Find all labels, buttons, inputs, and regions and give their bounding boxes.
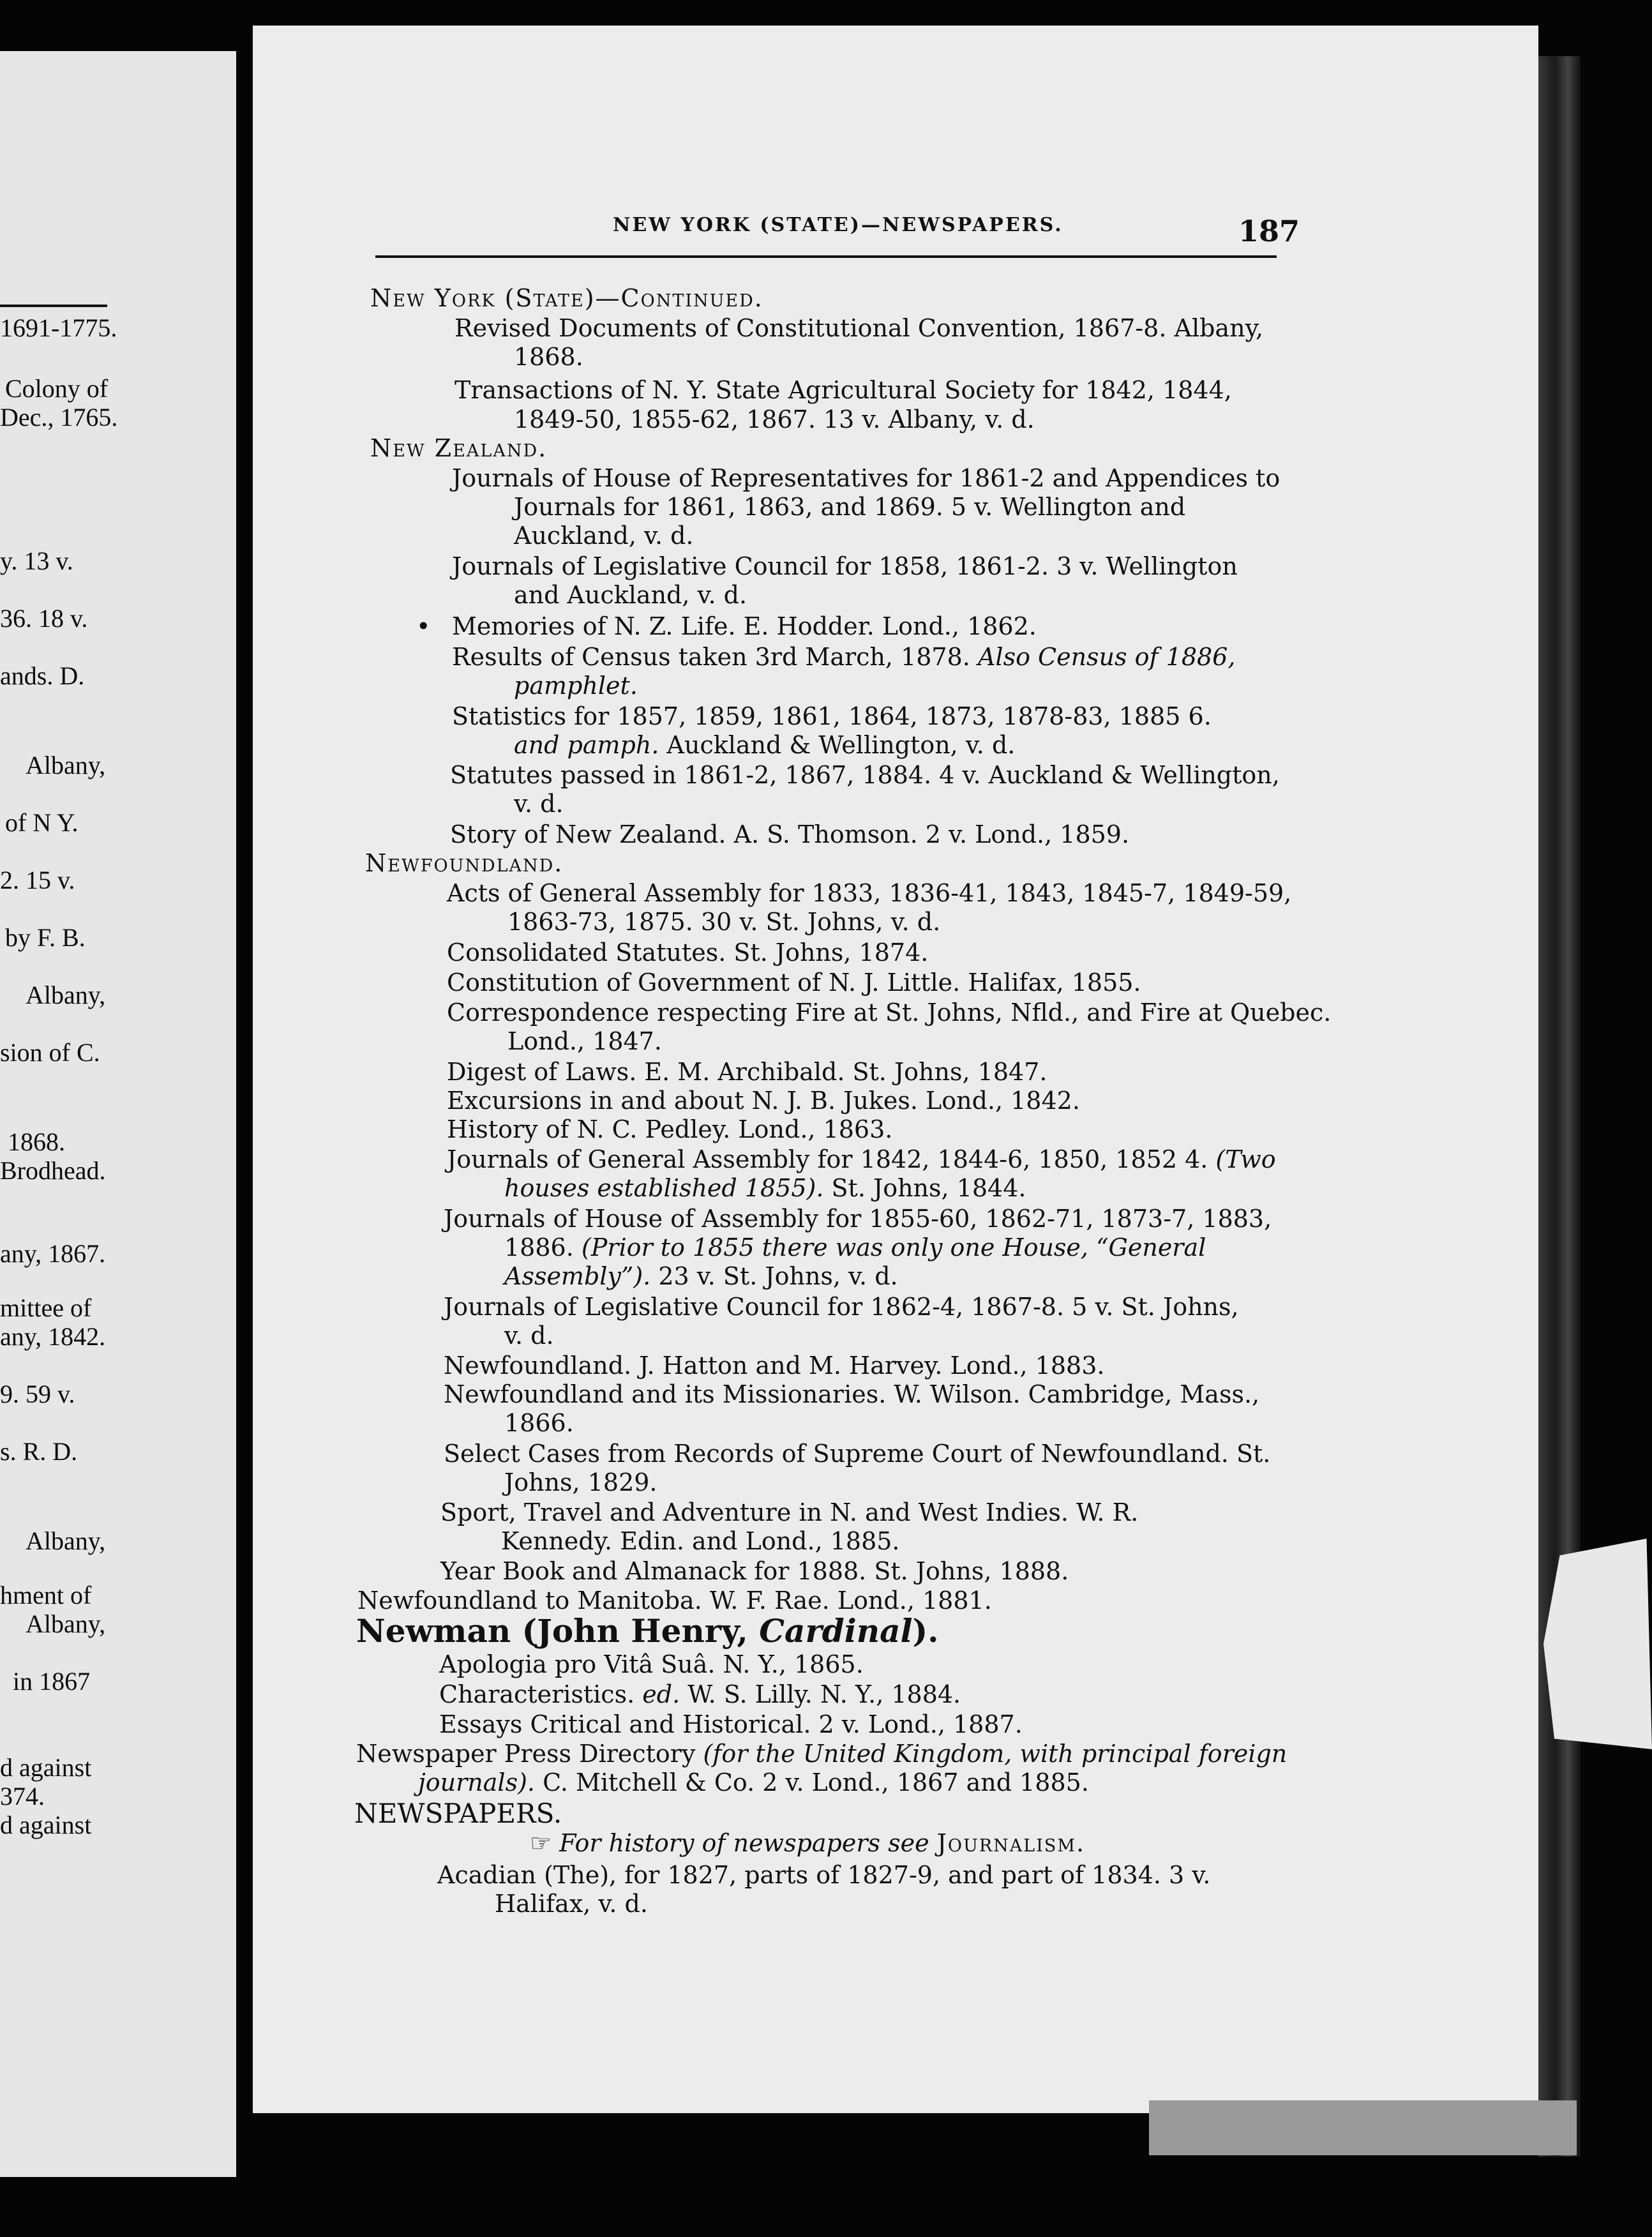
entry-text: St. Johns, 1844. xyxy=(831,1174,1026,1202)
left-page-line: d against xyxy=(0,1753,92,1782)
entry-line: Revised Documents of Constitutional Convention, 1867-8. Albany, xyxy=(454,314,1264,342)
left-page-line: Dec., 1765. xyxy=(0,403,118,432)
entry-text: Newspaper Press Directory xyxy=(356,1740,696,1768)
entry-line xyxy=(452,645,1235,669)
left-page-line: 2. 15 v. xyxy=(0,866,75,894)
section-heading-newspapers: NEWSPAPERS. xyxy=(354,1798,562,1829)
book-bottom-edge xyxy=(1149,2100,1577,2155)
entry-text: Journals of General Assembly for 1842, 1844-6, 1850, 1852 4. xyxy=(447,1145,1208,1173)
entry-note: journals). xyxy=(418,1768,535,1796)
left-page-rule xyxy=(0,305,107,307)
left-page-line: Albany, xyxy=(26,751,106,780)
left-page-line: of N Y. xyxy=(5,808,79,837)
left-page-line: Brodhead. xyxy=(0,1156,106,1185)
entry-line xyxy=(504,1264,898,1288)
entry-line: Lond., 1847. xyxy=(507,1027,662,1055)
entry-line xyxy=(356,1742,1287,1766)
left-page-line: any, 1867. xyxy=(0,1239,106,1268)
left-page-line: sion of C. xyxy=(0,1038,100,1067)
entry-line: Statistics for 1857, 1859, 1861, 1864, 1873, 1878-83, 1885 6. xyxy=(452,702,1212,730)
entry-line: Digest of Laws. E. M. Archibald. St. Johns, 1847. xyxy=(447,1058,1048,1086)
entry-note: (for the United Kingdom, with principal foreign xyxy=(703,1740,1288,1768)
left-page-line: hment of xyxy=(0,1581,92,1609)
entry-line: v. d. xyxy=(514,790,564,818)
entry-line: Sport, Travel and Adventure in N. and West Indies. W. R. xyxy=(440,1498,1139,1526)
header-rule xyxy=(375,255,1277,258)
entry-line: 1866. xyxy=(504,1409,574,1437)
author-close: ). xyxy=(912,1612,939,1650)
entry-line: Memories of N. Z. Life. E. Hodder. Lond., 1862. xyxy=(452,612,1037,640)
entry-line: Newfoundland to Manitoba. W. F. Rae. Lond., 1881. xyxy=(357,1586,992,1615)
entry-line: Kennedy. Edin. and Lond., 1885. xyxy=(501,1527,900,1555)
entry-line: Newfoundland. J. Hatton and M. Harvey. Lond., 1883. xyxy=(444,1352,1105,1380)
left-page-line: ands. D. xyxy=(0,661,85,690)
entry-line: Journals of House of Representatives for 1861-2 and Appendices to xyxy=(452,464,1280,492)
entry-line: Select Cases from Records of Supreme Court of Newfoundland. St. xyxy=(444,1440,1271,1468)
entry-line xyxy=(439,1682,961,1706)
entry-line: 1863-73, 1875. 30 v. St. Johns, v. d. xyxy=(507,908,941,936)
entry-line: Apologia pro Vitâ Suâ. N. Y., 1865. xyxy=(439,1650,864,1678)
left-page-line: by F. B. xyxy=(5,923,86,952)
left-page-line: in 1867 xyxy=(13,1667,91,1696)
paper-tab-flap xyxy=(1543,1539,1652,1749)
entry-line: Correspondence respecting Fire at St. Johns, Nfld., and Fire at Quebec. xyxy=(447,998,1332,1027)
pointing-hand-icon: ☞ xyxy=(530,1829,552,1857)
see-ref: Journalism. xyxy=(936,1829,1086,1857)
entry-line: Acadian (The), for 1827, parts of 1827-9, and part of 1834. 3 v. xyxy=(437,1861,1211,1889)
see-text: For history of newspapers see xyxy=(559,1829,929,1857)
entry-line: pamphlet. xyxy=(514,672,638,700)
left-page-line: d against xyxy=(0,1811,92,1839)
entry-line xyxy=(504,1235,1206,1260)
entry-text: Results of Census taken 3rd March, 1878. xyxy=(452,643,970,671)
left-page-line: 1691-1775. xyxy=(0,313,117,342)
entry-line: v. d. xyxy=(504,1322,554,1350)
entry-note: houses established 1855). xyxy=(504,1174,824,1202)
left-page-line: Albany, xyxy=(26,1526,106,1555)
entry-text: C. Mitchell & Co. 2 v. Lond., 1867 and 1885. xyxy=(543,1768,1089,1796)
entry-note: and pamph. xyxy=(514,731,659,759)
entry-line: Journals of Legislative Council for 1858, 1861-2. 3 v. Wellington xyxy=(452,552,1238,580)
entry-line: Consolidated Statutes. St. Johns, 1874. xyxy=(447,938,929,967)
entry-line xyxy=(504,1176,1026,1200)
entry-line: Essays Critical and Historical. 2 v. Lond., 1887. xyxy=(439,1710,1023,1738)
left-page-line: 9. 59 v. xyxy=(0,1380,75,1408)
entry-line: Year Book and Almanack for 1888. St. Johns, 1888. xyxy=(440,1557,1069,1585)
entry-line: Journals of House of Assembly for 1855-60, 1862-71, 1873-7, 1883, xyxy=(444,1205,1272,1233)
left-page-line: Colony of xyxy=(5,374,109,403)
entry-line: Newfoundland and its Missionaries. W. Wilson. Cambridge, Mass., xyxy=(444,1380,1260,1408)
entry-line: Acts of General Assembly for 1833, 1836-41, 1843, 1845-7, 1849-59, xyxy=(447,879,1292,907)
entry-note: Also Census of 1886, xyxy=(977,643,1236,671)
entry-line: 1849-50, 1855-62, 1867. 13 v. Albany, v. d. xyxy=(514,405,1035,433)
left-page-line: Albany, xyxy=(26,1609,106,1638)
entry-line: Constitution of Government of N. J. Little. Halifax, 1855. xyxy=(447,968,1141,997)
left-page-line: y. 13 v. xyxy=(0,546,73,575)
entry-note: Assembly”). xyxy=(504,1262,651,1290)
entry-line: Journals for 1861, 1863, and 1869. 5 v. Wellington and xyxy=(514,493,1186,521)
entry-line: Story of New Zealand. A. S. Thomson. 2 v. Lond., 1859. xyxy=(450,820,1130,848)
page-number: 187 xyxy=(1238,214,1300,248)
entry-line xyxy=(514,733,1015,757)
section-heading-new-zealand: New Zealand. xyxy=(370,434,548,462)
section-heading-newfoundland: Newfoundland. xyxy=(365,849,564,877)
entry-line xyxy=(447,1147,1276,1171)
entry-line: Johns, 1829. xyxy=(504,1468,657,1496)
entry-line: and Auckland, v. d. xyxy=(514,581,747,609)
left-facing-page xyxy=(0,51,236,2177)
entry-line: Excursions in and about N. J. B. Jukes. Lond., 1842. xyxy=(447,1087,1080,1115)
bullet-icon: • xyxy=(416,612,431,640)
left-page-line: 36. 18 v. xyxy=(0,604,88,633)
entry-line: Transactions of N. Y. State Agricultural Society for 1842, 1844, xyxy=(454,376,1232,404)
running-header: NEW YORK (STATE)—NEWSPAPERS. xyxy=(613,214,1063,236)
entry-note: (Prior to 1855 there was only one House, “General xyxy=(581,1233,1206,1262)
entry-line: Halifax, v. d. xyxy=(495,1890,648,1918)
left-page-line: 1868. xyxy=(8,1127,65,1156)
author-name: Newman (John Henry, xyxy=(356,1612,748,1650)
left-page-line: mittee of xyxy=(0,1293,92,1322)
entry-line: Statutes passed in 1861-2, 1867, 1884. 4 v. Auckland & Wellington, xyxy=(450,761,1280,789)
author-title: Cardinal xyxy=(759,1612,913,1650)
entry-note: ed. xyxy=(642,1680,680,1708)
entry-line: 1868. xyxy=(514,343,583,371)
entry-text: 1886. xyxy=(504,1233,574,1262)
entry-text: W. S. Lilly. N. Y., 1884. xyxy=(687,1680,961,1708)
entry-text: Characteristics. xyxy=(439,1680,635,1708)
entry-line xyxy=(418,1770,1089,1795)
entry-line: History of N. C. Pedley. Lond., 1863. xyxy=(447,1115,893,1143)
left-page-line: Albany, xyxy=(26,981,106,1009)
book-page-edge xyxy=(1538,56,1581,2157)
entry-note: (Two xyxy=(1215,1145,1276,1173)
left-page-line: any, 1842. xyxy=(0,1322,106,1351)
entry-line: Auckland, v. d. xyxy=(514,522,694,550)
left-page-line: s. R. D. xyxy=(0,1437,78,1466)
entry-line: Journals of Legislative Council for 1862-4, 1867-8. 5 v. St. Johns, xyxy=(444,1293,1239,1321)
author-heading-newman xyxy=(356,1612,939,1650)
see-reference xyxy=(530,1831,1085,1855)
left-page-line: 374. xyxy=(0,1782,45,1811)
entry-text: 23 v. St. Johns, v. d. xyxy=(658,1262,898,1290)
section-heading-new-york: New York (State)—Continued. xyxy=(370,284,763,312)
entry-text: Auckland & Wellington, v. d. xyxy=(666,731,1016,759)
